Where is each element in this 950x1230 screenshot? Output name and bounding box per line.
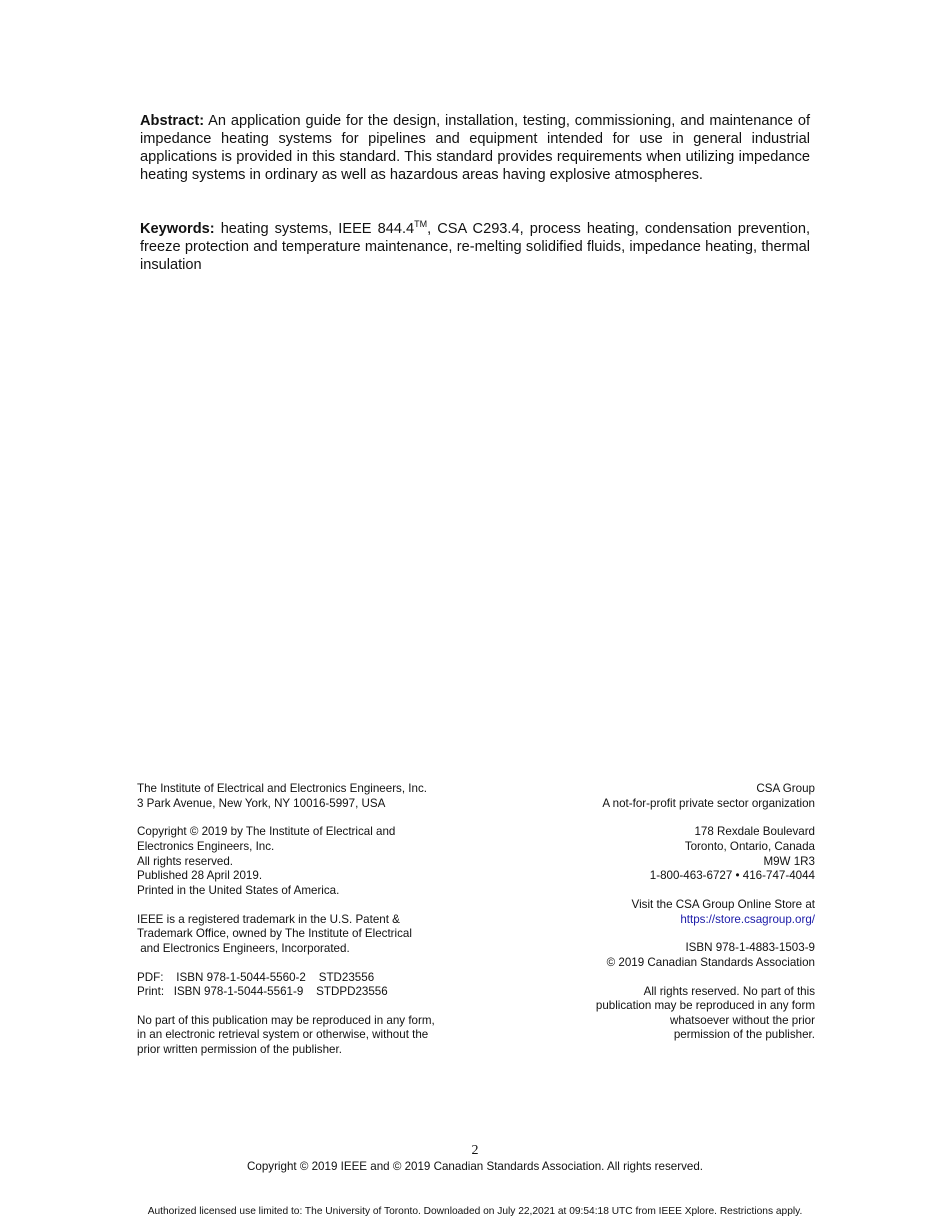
ieee-published-date: Published 28 April 2019. — [137, 869, 263, 883]
authorized-use-notice: Authorized licensed use limited to: The University of Toronto. Downloaded on July 22,2021 at 09:54:18 UTC from IEEE Xplore. Restrictions apply. — [147, 1206, 803, 1217]
ieee-trademark-line3: and Electronics Engineers, Incorporated. — [137, 941, 350, 955]
ieee-pdf-isbn: PDF: ISBN 978-1-5044-5560-2 STD23556 — [137, 970, 375, 984]
ieee-printed: Printed in the United States of America. — [137, 883, 340, 897]
ieee-copyright-line1: Copyright © 2019 by The Institute of Electrical and — [137, 825, 396, 839]
csa-postal-code: M9W 1R3 — [763, 854, 815, 868]
abstract-text: An application guide for the design, installation, testing, commissioning, and maintenance of impedance heating systems for pipelines and equipment intended for use in general industrial applications is provided in this standard. This standard provides requirements when utilizing impedance heating systems in ordinary as well as hazardous areas having explosive atmospheres. — [140, 113, 811, 183]
csa-description: A not-for-profit private sector organization — [602, 796, 815, 810]
abstract-paragraph — [140, 112, 810, 184]
keywords-label: Keywords: — [140, 221, 215, 237]
ieee-copyright-line2: Electronics Engineers, Inc. — [137, 839, 275, 853]
csa-isbn: ISBN 978-1-4883-1503-9 — [685, 941, 815, 955]
ieee-rights: All rights reserved. — [137, 854, 234, 868]
ieee-address: 3 Park Avenue, New York, NY 10016-5997, USA — [137, 796, 386, 810]
ieee-notice-line2: in an electronic retrieval system or otherwise, without the — [137, 1028, 429, 1042]
csa-notice-line2: publication may be reproduced in any form — [595, 999, 815, 1013]
keywords-paragraph — [140, 220, 810, 274]
csa-street: 178 Rexdale Boulevard — [694, 825, 815, 839]
trademark-superscript: TM — [414, 219, 428, 229]
csa-store-text: Visit the CSA Group Online Store at — [631, 897, 815, 911]
csa-phone: 1-800-463-6727 • 416-747-4044 — [649, 869, 815, 883]
csa-store-link[interactable]: https://store.csagroup.org/ — [680, 912, 815, 926]
page-number: 2 — [471, 1143, 479, 1158]
ieee-trademark-line1: IEEE is a registered trademark in the U.S. Patent & — [137, 912, 400, 926]
csa-publisher-info — [596, 782, 815, 1043]
ieee-notice-line3: prior written permission of the publisher. — [137, 1043, 342, 1057]
abstract-label: Abstract: — [140, 113, 205, 129]
ieee-print-isbn: Print: ISBN 978-1-5044-5561-9 STDPD23556 — [137, 985, 388, 999]
csa-notice-line4: permission of the publisher. — [673, 1028, 815, 1042]
csa-notice-line1: All rights reserved. No part of this — [643, 984, 815, 998]
footer-copyright: Copyright © 2019 IEEE and © 2019 Canadian Standards Association. All rights reserved. — [247, 1160, 703, 1173]
ieee-publisher-info — [137, 782, 435, 1058]
csa-notice-line3: whatsoever without the prior — [670, 1013, 815, 1027]
csa-name: CSA Group — [756, 782, 815, 795]
csa-city: Toronto, Ontario, Canada — [684, 839, 815, 853]
csa-copyright: © 2019 Canadian Standards Association — [606, 955, 815, 969]
ieee-org-name: The Institute of Electrical and Electronics Engineers, Inc. — [137, 782, 427, 795]
ieee-notice-line1: No part of this publication may be reproduced in any form, — [137, 1013, 435, 1027]
ieee-trademark-line2: Trademark Office, owned by The Institute of Electrical — [137, 927, 412, 941]
keywords-text-end: , CSA C293.4, process heating, condensation prevention, freeze protection and temperature maintenance, re-melting solidified fluids, impedance heating, thermal insulation — [140, 221, 811, 273]
keywords-text-start: heating systems, IEEE 844.4 — [220, 221, 415, 237]
